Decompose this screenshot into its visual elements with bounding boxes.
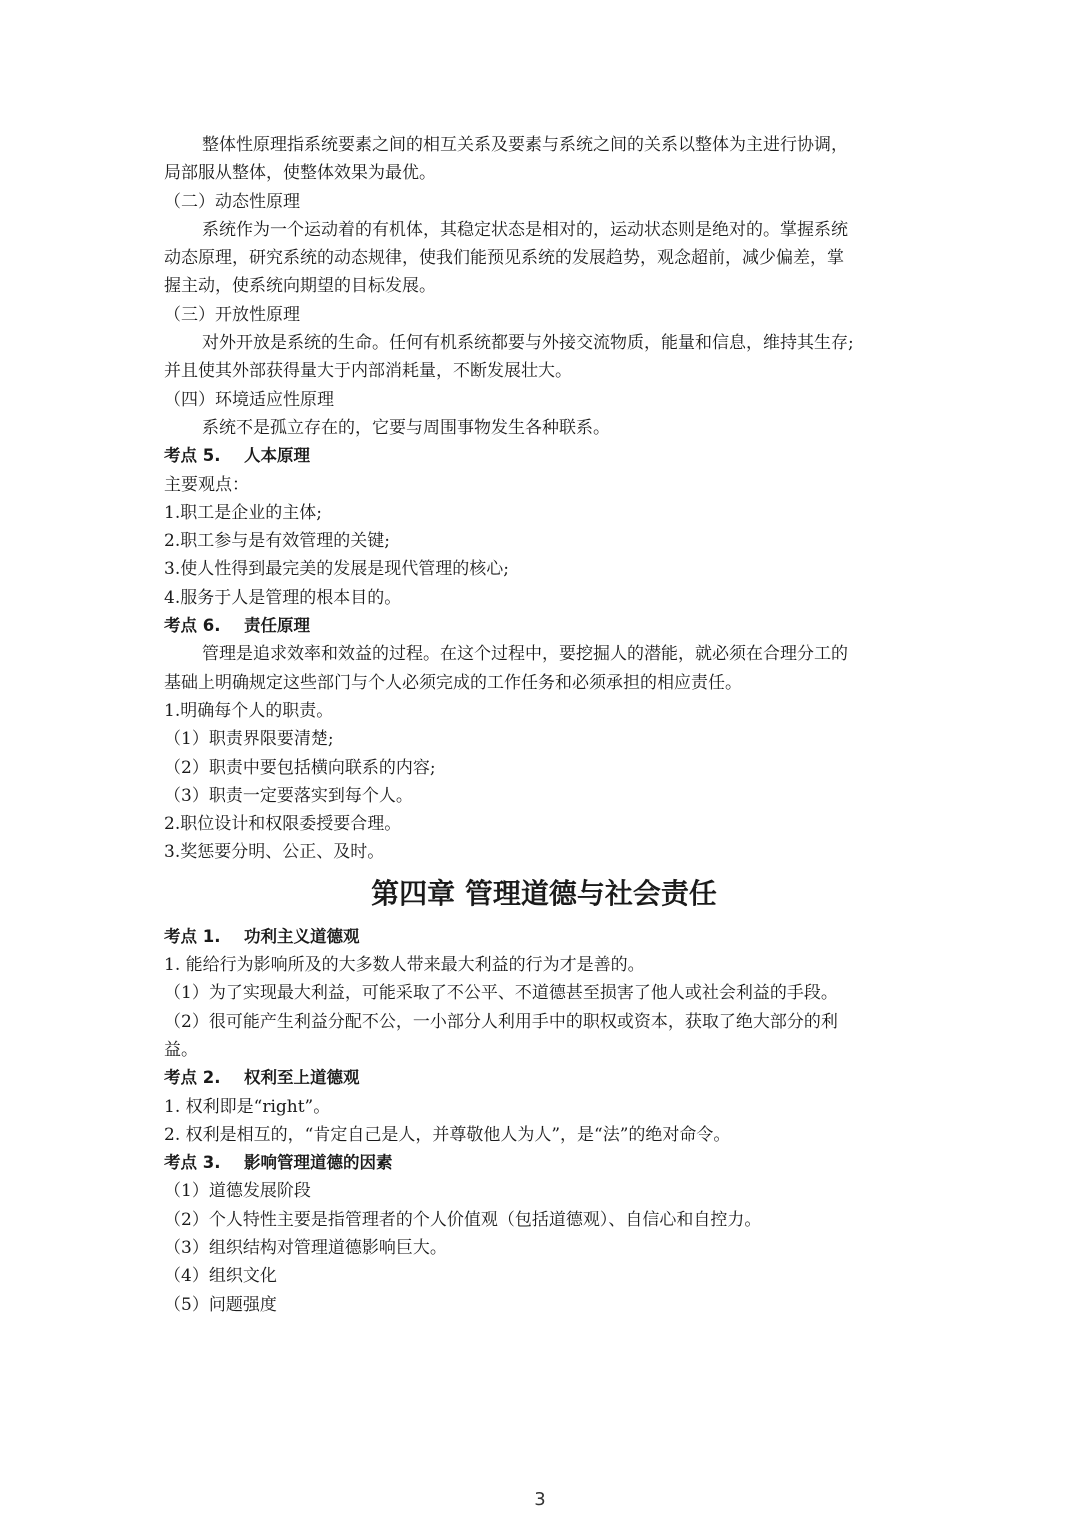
list-item: （1）道德发展阶段 [164, 1181, 311, 1202]
subheading-open: （三）开放性原理 [164, 304, 300, 325]
list-item: （2）职责中要包括横向联系的内容; [164, 757, 436, 778]
kaodian-title: 功利主义道德观 [244, 926, 360, 946]
list-item: 1. 能给行为影响所及的大多数人带来最大利益的行为才是善的。 [164, 955, 645, 976]
list-item: （2）个人特性主要是指管理者的个人价值观（包括道德观）、自信心和自控力。 [164, 1209, 762, 1230]
kaodian-number: 考点 5. [164, 446, 221, 466]
chapter-title: 第四章 管理道德与社会责任 [371, 876, 717, 910]
kaodian-title: 影响管理道德的因素 [244, 1153, 393, 1173]
list-item: （3）组织结构对管理道德影响巨大。 [164, 1237, 447, 1258]
kaodian-6-heading [164, 612, 924, 640]
kaodian-title: 责任原理 [244, 616, 310, 636]
list-item: 2.职工参与是有效管理的关键; [164, 531, 390, 552]
subheading-dynamic: （二）动态性原理 [164, 191, 300, 212]
list-item: （1）为了实现最大利益，可能采取了不公平、不道德甚至损害了他人或社会利益的手段。 [164, 983, 838, 1004]
list-item: 1. 权利即是“right”。 [164, 1096, 331, 1117]
subheading-environment: （四）环境适应性原理 [164, 389, 334, 410]
list-item: （1）职责界限要清楚; [164, 729, 334, 750]
list-item: （2）很可能产生利益分配不公，一小部分人利用手中的职权或资本，获取了绝大部分的利 [164, 1011, 838, 1032]
list-item: 3.奖惩要分明、公正、及时。 [164, 842, 385, 863]
list-item: 4.服务于人是管理的根本目的。 [164, 587, 402, 608]
paragraph-line: 基础上明确规定这些部门与个人必须完成的工作任务和必须承担的相应责任。 [164, 672, 742, 693]
paragraph-line: 整体性原理指系统要素之间的相互关系及要素与系统之间的关系以整体为主进行协调， [202, 135, 848, 155]
list-item: 1.职工是企业的主体; [164, 502, 322, 523]
list-item: 2. 权利是相互的，“肯定自己是人，并尊敬他人为人”，是“法”的绝对命令。 [164, 1124, 731, 1145]
ch4-kaodian-2-heading [164, 1064, 924, 1092]
list-item: 益。 [164, 1039, 198, 1060]
list-item: 2.职位设计和权限委授要合理。 [164, 814, 402, 835]
kaodian-number: 考点 3. [164, 1153, 221, 1173]
page-body [164, 131, 924, 1319]
paragraph-line: 局部服从整体，使整体效果为最优。 [164, 163, 436, 184]
list-item: （3）职责一定要落实到每个人。 [164, 785, 413, 806]
paragraph-line: 动态原理，研究系统的动态规律，使我们能预见系统的发展趋势，观念超前，减少偏差，掌 [164, 248, 844, 269]
page-number: 3 [534, 1489, 546, 1510]
kaodian-5-heading [164, 442, 924, 470]
list-item: 1.明确每个人的职责。 [164, 700, 334, 721]
kaodian-title: 人本原理 [244, 446, 310, 466]
list-item: （5）问题强度 [164, 1294, 277, 1315]
paragraph-line: 系统作为一个运动着的有机体，其稳定状态是相对的，运动状态则是绝对的。掌握系统 [202, 219, 848, 240]
paragraph-line: 系统不是孤立存在的，它要与周围事物发生各种联系。 [202, 417, 610, 438]
list-item: 3.使人性得到最完美的发展是现代管理的核心; [164, 559, 509, 580]
paragraph-line: 对外开放是系统的生命。任何有机系统都要与外接交流物质，能量和信息，维持其生存; [202, 333, 854, 354]
paragraph-line: 握主动，使系统向期望的目标发展。 [164, 276, 436, 297]
kaodian-number: 考点 1. [164, 926, 221, 946]
paragraph-line: 管理是追求效率和效益的过程。在这个过程中，要挖掘人的潜能，就必须在合理分工的 [202, 644, 848, 665]
paragraph-line: 并且使其外部获得量大于内部消耗量，不断发展壮大。 [164, 361, 572, 382]
ch4-kaodian-1-heading [164, 923, 924, 951]
list-item: （4）组织文化 [164, 1266, 277, 1287]
list-intro: 主要观点： [164, 474, 249, 495]
kaodian-number: 考点 6. [164, 616, 221, 636]
ch4-kaodian-3-heading [164, 1149, 924, 1177]
kaodian-title: 权利至上道德观 [244, 1068, 360, 1088]
kaodian-number: 考点 2. [164, 1068, 221, 1088]
